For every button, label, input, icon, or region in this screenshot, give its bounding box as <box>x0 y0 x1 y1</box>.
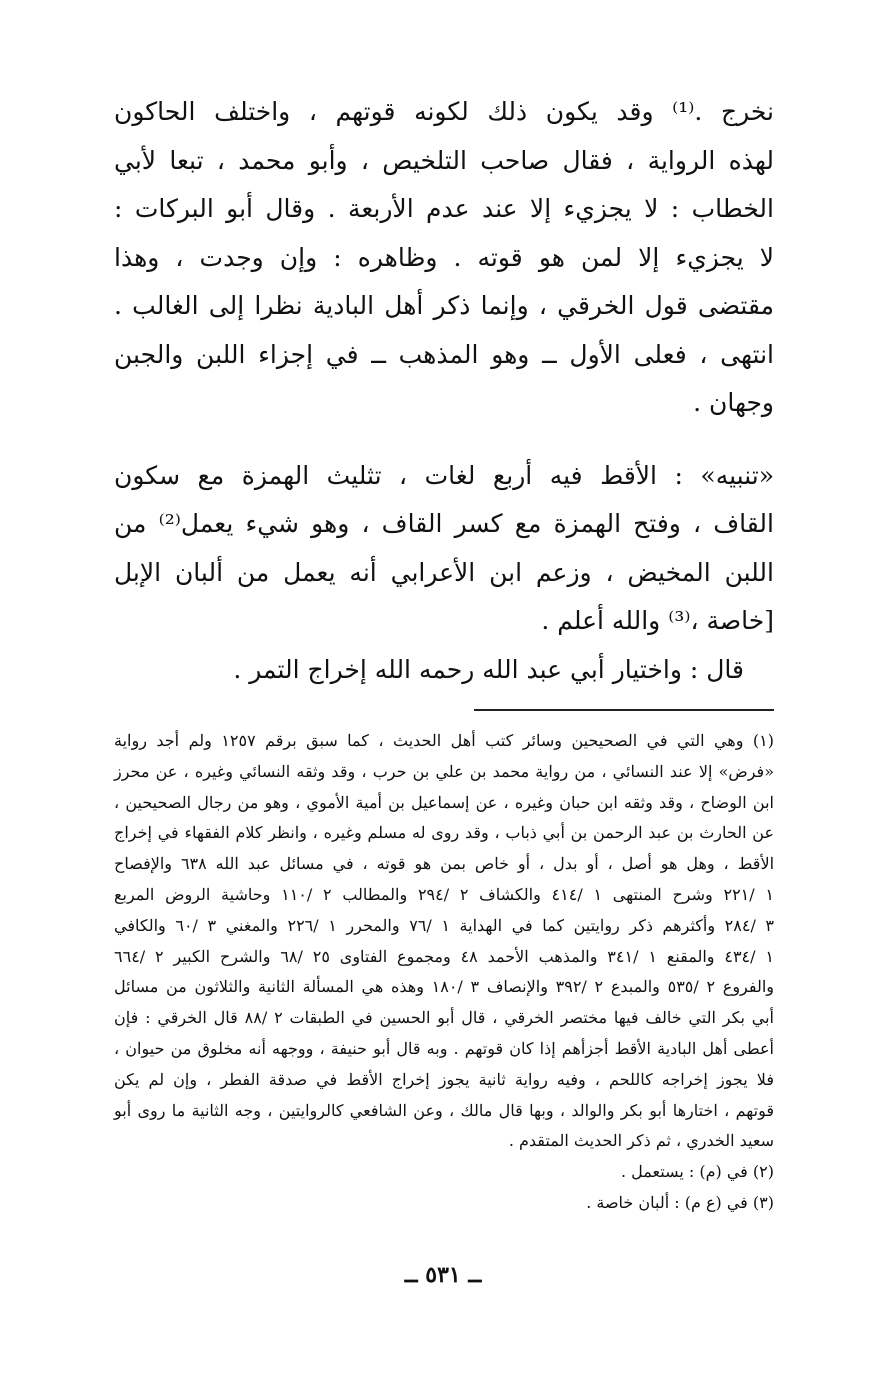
note-line: «تنبيه» : الأقط فيه أربع لغات ، تثليث الهمزة مع سكون <box>114 460 774 490</box>
footnote-separator <box>474 709 774 711</box>
footnote-line: ٣ /٢٨٤ وأكثرهم ذكر روايتين كما في الهداية ١ /٧٦ والمحرر ١ /٢٢٦ والمغني ٣ /٦٠ والكافي <box>114 915 775 935</box>
paragraph-gap <box>114 428 774 452</box>
footnote-line: فلا يجوز إخراجه كاللحم ، وفيه رواية ثانية يجوز إخراج الأقط في صدقة الفطر ، وإن لم يكن <box>114 1069 774 1089</box>
footnote-line: أبي بكر التي خالف فيها مختصر الخرقي ، قال أبو الحسين في الطبقات ٢ /٨٨ قال الخرقي : فإن <box>114 1008 774 1028</box>
footnote-line: والفروع ٢ /٥٣٥ والمبدع ٢ /٣٩٢ والإنصاف ٣ /١٨٠ وهذه هي المسألة الثانية والثلاثون من مسائل <box>114 977 775 997</box>
text-line: انتهى ، فعلى الأول ــ وهو المذهب ــ في إجزاء اللبن والجبن <box>114 339 774 369</box>
footnote-line: الأقط ، وهل هو أصل ، أو بدل ، أو خاص بمن هو قوته ، في مسائل عبد الله ٦٣٨ والإفصاح <box>114 854 775 874</box>
text-line: مقتضى قول الخرقي ، وإنما ذكر أهل البادية نظرا إلى الغالب . <box>114 291 774 320</box>
footnote-line: «فرض» إلا عند النسائي ، من رواية محمد بن علي بن حرب ، وقد وثقه النسائي وغيره ، عن محرز <box>114 761 774 781</box>
footnote-line: عن الحارث بن عبد الرحمن بن أبي ذباب ، وقد روى له مسلم وغيره ، وانظر كلام الفقهاء في إخراج <box>114 823 774 843</box>
qala-line: قال : واختيار أبي عبد الله رحمه الله إخراج التمر . <box>233 654 744 684</box>
text-line: لا يجزيء إلا لمن هو قوته . وظاهره : وإن وجدت ، وهذا <box>114 242 774 272</box>
text-line: لهذه الرواية ، فقال صاحب التلخيص ، وأبو محمد ، تبعا لأبي <box>114 145 774 175</box>
note-line: [خاصة ،⁽³⁾ والله أعلم . <box>541 606 774 635</box>
note-line: اللبن المخيض ، وزعم ابن الأعرابي أنه يعمل من ألبان الإبل <box>114 557 774 587</box>
main-text <box>114 88 774 694</box>
text-line: الخطاب : لا يجزيء إلا عند عدم الأربعة . وقال أبو البركات : <box>114 194 774 223</box>
footnote-line: قوتهم ، اختارها أبو بكر والوالد ، وبها قال مالك ، وعن الشافعي كالروايتين ، وجه الثانية ما روى أبو <box>114 1100 774 1120</box>
footnote-line: ابن الوضاح ، وقد وثقه ابن حبان وغيره ، عن إسماعيل بن أمية الأموي ، وهو من رجال الصحيحين ، <box>114 792 774 812</box>
text-line: نخرج .⁽¹⁾ وقد يكون ذلك لكونه قوتهم ، واختلف الحاكون <box>114 97 774 126</box>
footnote-line: أعطى أهل البادية الأقط أجزأهم إذا كان قوتهم . وبه قال أبو حنيفة ، ووجهه أنه مخلوق من حيوان ، <box>114 1038 774 1058</box>
page-number: ــ ٥٣١ ــ <box>404 1262 482 1288</box>
footnotes <box>114 726 774 1219</box>
footnote-3: (٣) في (ع م) : ألبان خاصة . <box>586 1192 774 1212</box>
note-line: القاف ، وفتح الهمزة مع كسر القاف ، وهو شيء يعمل⁽²⁾ من <box>114 509 774 538</box>
text-line: وجهان . <box>693 388 774 417</box>
footnote-line: ١ /٢٢١ وشرح المنتهى ١ /٤١٤ والكشاف ٢ /٢٩٤ والمطالب ٢ /١١٠ وحاشية الروض المربع <box>114 884 774 904</box>
footnote-2: (٢) في (م) : يستعمل . <box>620 1162 774 1182</box>
footnote-line: (١) وهي التي في الصحيحين وسائر كتب أهل الحديث ، كما سبق برقم ١٢٥٧ ولم أجد رواية <box>114 731 775 750</box>
footnote-line: سعيد الخدري ، ثم ذكر الحديث المتقدم . <box>508 1131 774 1151</box>
footnote-line: ١ /٤٣٤ والمقنع ١ /٣٤١ والمذهب الأحمد ٤٨ ومجموع الفتاوى ٢٥ /٦٨ والشرح الكبير ٢ /٦٦٤ <box>114 946 774 966</box>
